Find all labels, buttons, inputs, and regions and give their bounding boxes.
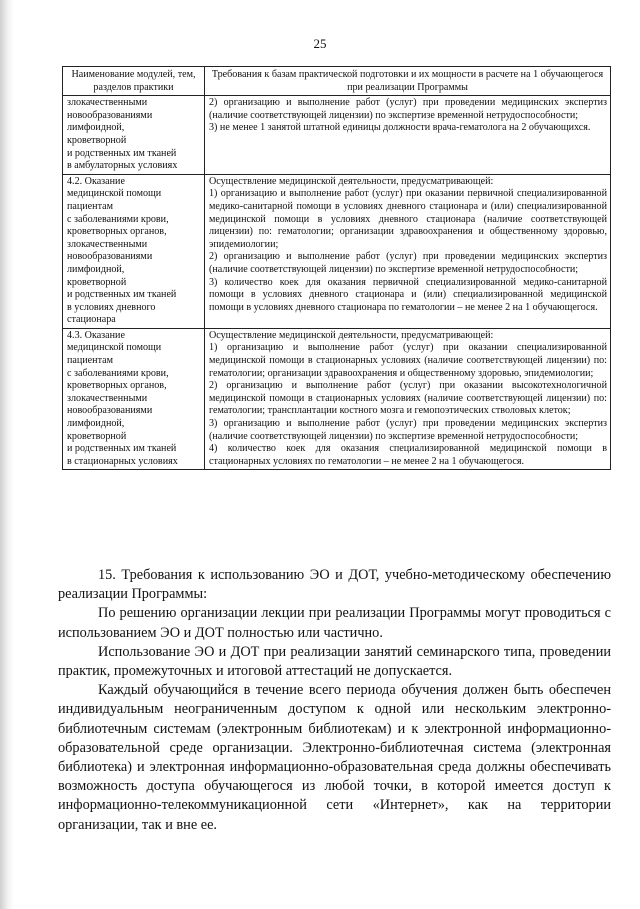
module-line: злокачественными [67, 238, 148, 250]
requirements-cell [205, 96, 611, 175]
requirements-cell [205, 328, 611, 470]
table-header-row [63, 67, 611, 96]
module-line: медицинской помощи [67, 188, 162, 200]
scan-edge-shadow [0, 0, 14, 909]
paragraph: Каждый обучающийся в течение всего периода обучения должен быть обеспечен индивидуальным неограниченным доступом к одной или нескольким электронно-библиотечным системам (электронным библиотекам) и к электронной информационно-образовательной среде организации. Электронно-библиотечная система (электронная библиотека) и электронная информационно-образовательная среда должны обеспечивать возможность доступа обучающегося из любой точки, в которой имеется доступ к информационно-телекоммуникационной сети «Интернет», как на территории организации, так и вне ее. [58, 682, 611, 833]
requirement-item: 3) организацию и выполнение работ (услуг) при проведении медицинских экспертиз (наличие соответствующей лицензии) по экспертизе временной нетрудоспособности; [209, 418, 607, 442]
module-line: кроветворных органов, [67, 380, 167, 392]
module-line: в стационарных условиях [67, 455, 178, 467]
requirements-cell [205, 174, 611, 328]
requirement-item: 4) количество коек для оказания специализированной медицинской помощи в стационарных условиях по гематологии – не менее 2 на 1 обучающегося. [209, 443, 607, 467]
module-line: злокачественными [67, 392, 148, 404]
requirement-item: 3) количество коек для оказания первичной специализированной медико-санитарной помощи в условиях дневного стационара и (или) специализированной медицинской помощи в условиях дневного стационара по гематологии – не менее 2 на 1 обучающегося. [209, 276, 607, 313]
module-line: кроветворной [67, 134, 127, 146]
paragraph: По решению организации лекции при реализации Программы могут проводиться с использованием ЭО и ДОТ полностью или частично. [58, 605, 611, 641]
module-line: 4.3. Оказание [67, 329, 125, 341]
module-line: кроветворных органов, [67, 226, 167, 238]
module-line: 4.2. Оказание [67, 175, 125, 187]
requirement-item: 2) организацию и выполнение работ (услуг) при оказании высокотехнологичной медицинской помощи в стационарных условиях (наличие соответствующей лицензии) по: гематологии; трансплантации костного мозга и гемопоэтических стволовых клеток; [209, 380, 607, 417]
module-line: пациентам [67, 200, 113, 212]
requirements-table [62, 66, 611, 470]
module-line: лимфоидной, [67, 263, 125, 275]
module-line: злокачественными [67, 97, 148, 109]
requirement-item: 3) не менее 1 занятой штатной единицы должности врача-гематолога на 2 обучающихся. [209, 122, 591, 134]
module-line: новообразованиями [67, 251, 153, 263]
module-line: и родственных им тканей [67, 443, 177, 455]
module-line: в амбулаторных условиях [67, 160, 178, 172]
table-row [63, 174, 611, 328]
module-line: и родственных им тканей [67, 289, 177, 301]
module-line: лимфоидной, [67, 122, 125, 134]
header-modules: Наименование модулей, тем, разделов практики [63, 67, 205, 96]
table-row [63, 96, 611, 175]
module-line: стационара [67, 314, 116, 326]
requirement-item: Осуществление медицинской деятельности, предусматривающей: [209, 329, 494, 341]
section-heading: 15. Требования к использованию ЭО и ДОТ, учебно-методическому обеспечению реализации Программы: [58, 567, 611, 603]
requirement-item: 1) организацию и выполнение работ (услуг) при оказании первичной специализированной медико-санитарной помощи в условиях дневного стационара и (или) специализированной медицинской помощи в условиях дневного стационара (наличие соответствующей лицензии) по: гематологии; организации здравоохранения и общественному здоровью, эпидемиологии; [209, 188, 607, 250]
module-line: лимфоидной, [67, 418, 125, 430]
module-line: новообразованиями [67, 405, 153, 417]
module-line: с заболеваниями крови, [67, 213, 169, 225]
paragraph: Использование ЭО и ДОТ при реализации занятий семинарского типа, проведении практик, промежуточных и итоговой аттестаций не допускается. [58, 643, 611, 680]
requirement-item: 2) организацию и выполнение работ (услуг) при проведении медицинских экспертиз (наличие соответствующей лицензии) по экспертизе временной нетрудоспособности; [209, 97, 607, 121]
table-row [63, 328, 611, 470]
page-number: 25 [313, 36, 327, 51]
module-line: пациентам [67, 355, 113, 367]
module-cell [63, 328, 205, 470]
module-line: с заболеваниями крови, [67, 367, 169, 379]
module-line: и родственных им тканей [67, 147, 177, 159]
module-line: новообразованиями [67, 109, 153, 121]
requirement-item: Осуществление медицинской деятельности, предусматривающей: [209, 175, 494, 187]
requirement-item: 2) организацию и выполнение работ (услуг) при проведении медицинских экспертиз (наличие соответствующей лицензии) по экспертизе временной нетрудоспособности; [209, 251, 607, 275]
module-line: в условиях дневного [67, 301, 156, 313]
requirement-item: 1) организацию и выполнение работ (услуг) при оказании специализированной медицинской помощи в стационарных условиях (наличие соответствующей лицензии) по: гематологии; организации здравоохранения и общественному здоровью, эпидемиологии; [209, 342, 607, 379]
module-cell [63, 174, 205, 328]
module-line: медицинской помощи [67, 342, 162, 354]
module-line: кроветворной [67, 430, 127, 442]
header-requirements: Требования к базам практической подготовки и их мощности в расчете на 1 обучающегося при реализации Программы [205, 67, 611, 96]
body-text [58, 566, 611, 835]
module-line: кроветворной [67, 276, 127, 288]
module-cell [63, 96, 205, 175]
